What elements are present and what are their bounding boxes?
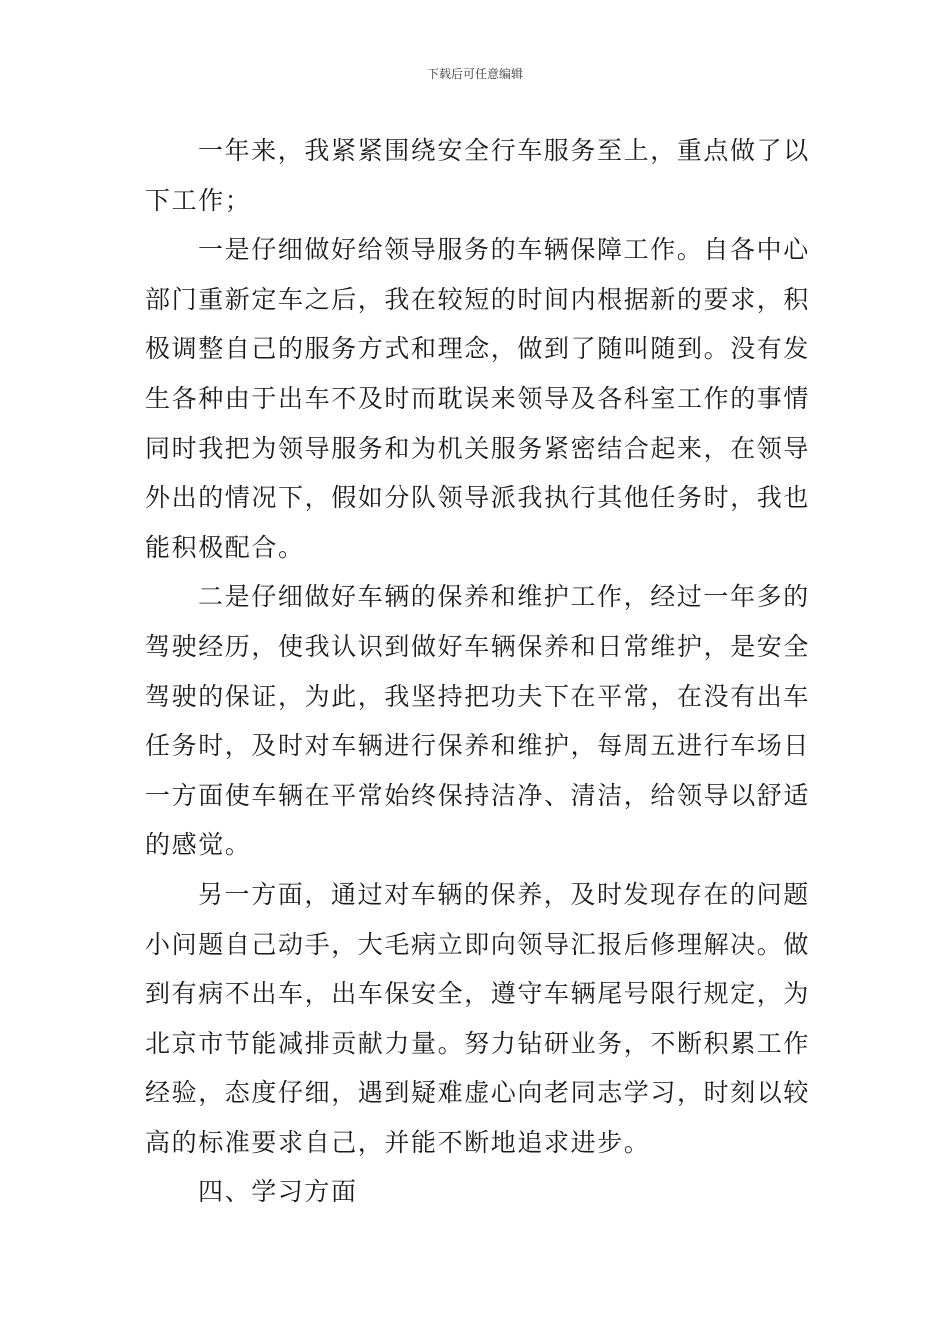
text-line: 四、学习方面 xyxy=(198,1177,358,1207)
text-line: 北京市节能减排贡献力量。努力钻研业务，不断积累工作 xyxy=(145,1028,811,1058)
text-line: 能积极配合。 xyxy=(145,532,305,562)
text-line: 驾驶经历，使我认识到做好车辆保养和日常维护，是安全 xyxy=(145,631,811,661)
text-line: 小问题自己动手，大毛病立即向领导汇报后修理解决。做 xyxy=(145,929,811,959)
text-line: 同时我把为领导服务和为机关服务紧密结合起来，在领导 xyxy=(145,433,811,463)
text-line: 任务时，及时对车辆进行保养和维护，每周五进行车场日 xyxy=(145,731,811,761)
paragraph-vehicle-maintenance xyxy=(145,572,810,870)
paragraph-leader-service xyxy=(145,225,810,572)
page-header-note: 下载后可任意编辑 xyxy=(426,67,523,81)
text-line: 下工作； xyxy=(145,185,252,215)
text-line: 极调整自己的服务方式和理念，做到了随叫随到。没有发 xyxy=(145,334,811,364)
section-heading-study xyxy=(145,1167,810,1217)
text-line: 二是仔细做好车辆的保养和维护工作，经过一年多的 xyxy=(198,582,810,612)
document-body xyxy=(145,126,810,1217)
text-line: 部门重新定车之后，我在较短的时间内根据新的要求，积 xyxy=(145,284,811,314)
text-line: 生各种由于出车不及时而耽误来领导及各科室工作的事情 xyxy=(145,383,811,413)
text-line: 一年来，我紧紧围绕安全行车服务至上，重点做了以 xyxy=(198,136,810,165)
text-line: 一是仔细做好给领导服务的车辆保障工作。自各中心 xyxy=(198,235,810,265)
paragraph-intro xyxy=(145,126,810,225)
text-line: 经验，态度仔细，遇到疑难虚心向老同志学习，时刻以较 xyxy=(145,1078,811,1108)
text-line: 的感觉。 xyxy=(145,830,252,860)
text-line: 外出的情况下，假如分队领导派我执行其他任务时，我也 xyxy=(145,483,811,513)
text-line: 驾驶的保证，为此，我坚持把功夫下在平常，在没有出车 xyxy=(145,681,811,711)
text-line: 高的标准要求自己，并能不断地追求进步。 xyxy=(145,1127,651,1157)
paragraph-other-aspect xyxy=(145,870,810,1168)
text-line: 另一方面，通过对车辆的保养，及时发现存在的问题 xyxy=(198,879,810,909)
text-line: 到有病不出车，出车保安全，遵守车辆尾号限行规定，为 xyxy=(145,979,811,1009)
text-line: 一方面使车辆在平常始终保持洁净、清洁，给领导以舒适 xyxy=(145,780,811,810)
